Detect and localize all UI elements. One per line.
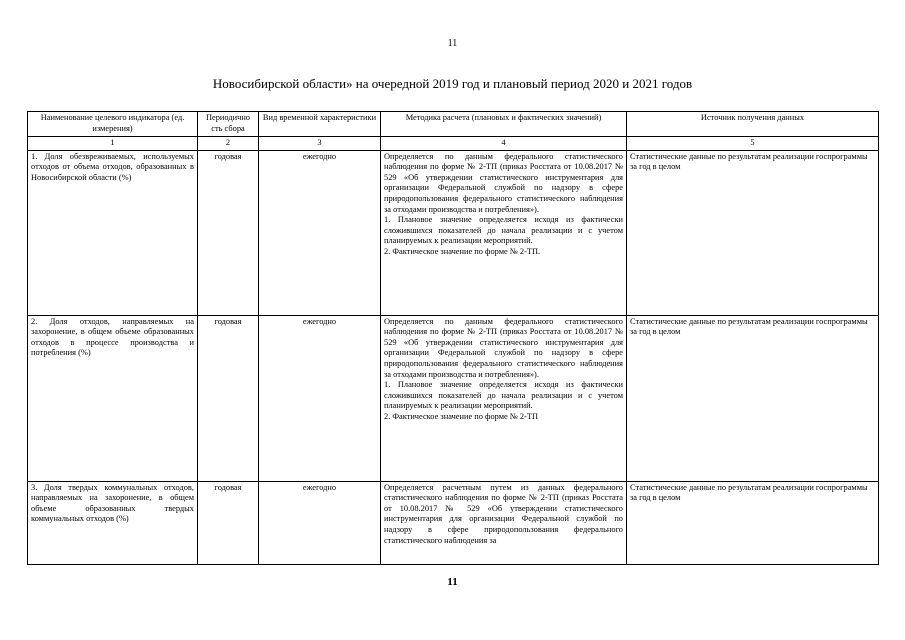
calculation-method (381, 481, 627, 564)
periodicity: годовая (198, 150, 259, 315)
header-indicator-name: Наименование целевого индикатора (ед. измерения) (28, 112, 198, 137)
page-number-bottom: 11 (447, 576, 458, 588)
data-source: Статистические данные по результатам реализации госпрограммы за год в целом (627, 481, 879, 564)
column-number: 1 (28, 137, 198, 151)
method-paragraph: 2. Фактическое значение по форме № 2-ТП (384, 411, 539, 421)
header-calculation-method: Методика расчета (плановых и фактических значений) (381, 112, 627, 137)
header-data-source: Источник получения данных (627, 112, 879, 137)
table-row (28, 481, 879, 564)
column-number: 3 (259, 137, 381, 151)
periodicity: годовая (198, 315, 259, 481)
header-time-characteristic: Вид временной характеристики (259, 112, 381, 137)
calculation-method (381, 315, 627, 481)
column-number: 5 (627, 137, 879, 151)
time-characteristic: ежегодно (259, 150, 381, 315)
data-source: Статистические данные по результатам реализации госпрограммы за год в целом (627, 150, 879, 315)
indicator-name: 2. Доля отходов, направляемых на захоронение, в общем объеме образованных отходов в процессе производства и потребления (%) (28, 315, 198, 481)
method-paragraph: 1. Плановое значение определяется исходя из фактически сложившихся показателей до начала реализации и с учетом планируемых к реализации мероприятий. (384, 215, 623, 246)
method-paragraph: Определяется по данным федерального статистического наблюдения по форме № 2-ТП (приказ Росстата от 10.08.2017 № 529 «Об утверждении статистического инструментария для организации Федеральной службой по надзору в сфере природопользования федерального статистического наблюдения за отходами производства и потребления»). (384, 316, 623, 379)
indicator-name: 3. Доля твердых коммунальных отходов, направляемых на захоронение, в общем объеме образованных твердых коммунальных отходов (%) (28, 481, 198, 564)
method-paragraph: 2. Фактическое значение по форме № 2-ТП. (384, 246, 541, 256)
column-number-row (28, 137, 879, 151)
table-row (28, 150, 879, 315)
header-periodicity: Периодично сть сбора (198, 112, 259, 137)
periodicity: годовая (198, 481, 259, 564)
method-paragraph: Определяется расчетным путем из данных федерального статистического наблюдения по форме № 2-ТП (приказ Росстата от 10.08.2017 № 529 «Об утверждении статистического инструментария для организации Федеральной службой по надзору в сфере природопользования федерального статистического наблюдения за (384, 482, 623, 545)
data-source: Статистические данные по результатам реализации госпрограммы за год в целом (627, 315, 879, 481)
table-row (28, 315, 879, 481)
time-characteristic: ежегодно (259, 481, 381, 564)
table-header-row (28, 112, 879, 137)
method-paragraph: 1. Плановое значение определяется исходя из фактически сложившихся показателей до начала реализации и с учетом планируемых к реализации мероприятий. (384, 380, 623, 411)
page-number-top: 11 (447, 38, 458, 49)
time-characteristic: ежегодно (259, 315, 381, 481)
calculation-method (381, 150, 627, 315)
document-title: Новосибирской области» на очередной 2019 год и плановый период 2020 и 2021 годов (212, 76, 693, 91)
column-number: 2 (198, 137, 259, 151)
indicators-table (27, 111, 879, 565)
indicator-name: 1. Доля обезвреживаемых, используемых отходов от объема отходов, образованных в Новосибирской области (%) (28, 150, 198, 315)
column-number: 4 (381, 137, 627, 151)
method-paragraph: Определяется по данным федерального статистического наблюдения по форме № 2-ТП (приказ Росстата от 10.08.2017 № 529 «Об утверждении статистического инструментария для организации Федеральной службой по надзору в сфере природопользования федерального статистического наблюдения за отходами производства и потребления»). (384, 151, 623, 214)
